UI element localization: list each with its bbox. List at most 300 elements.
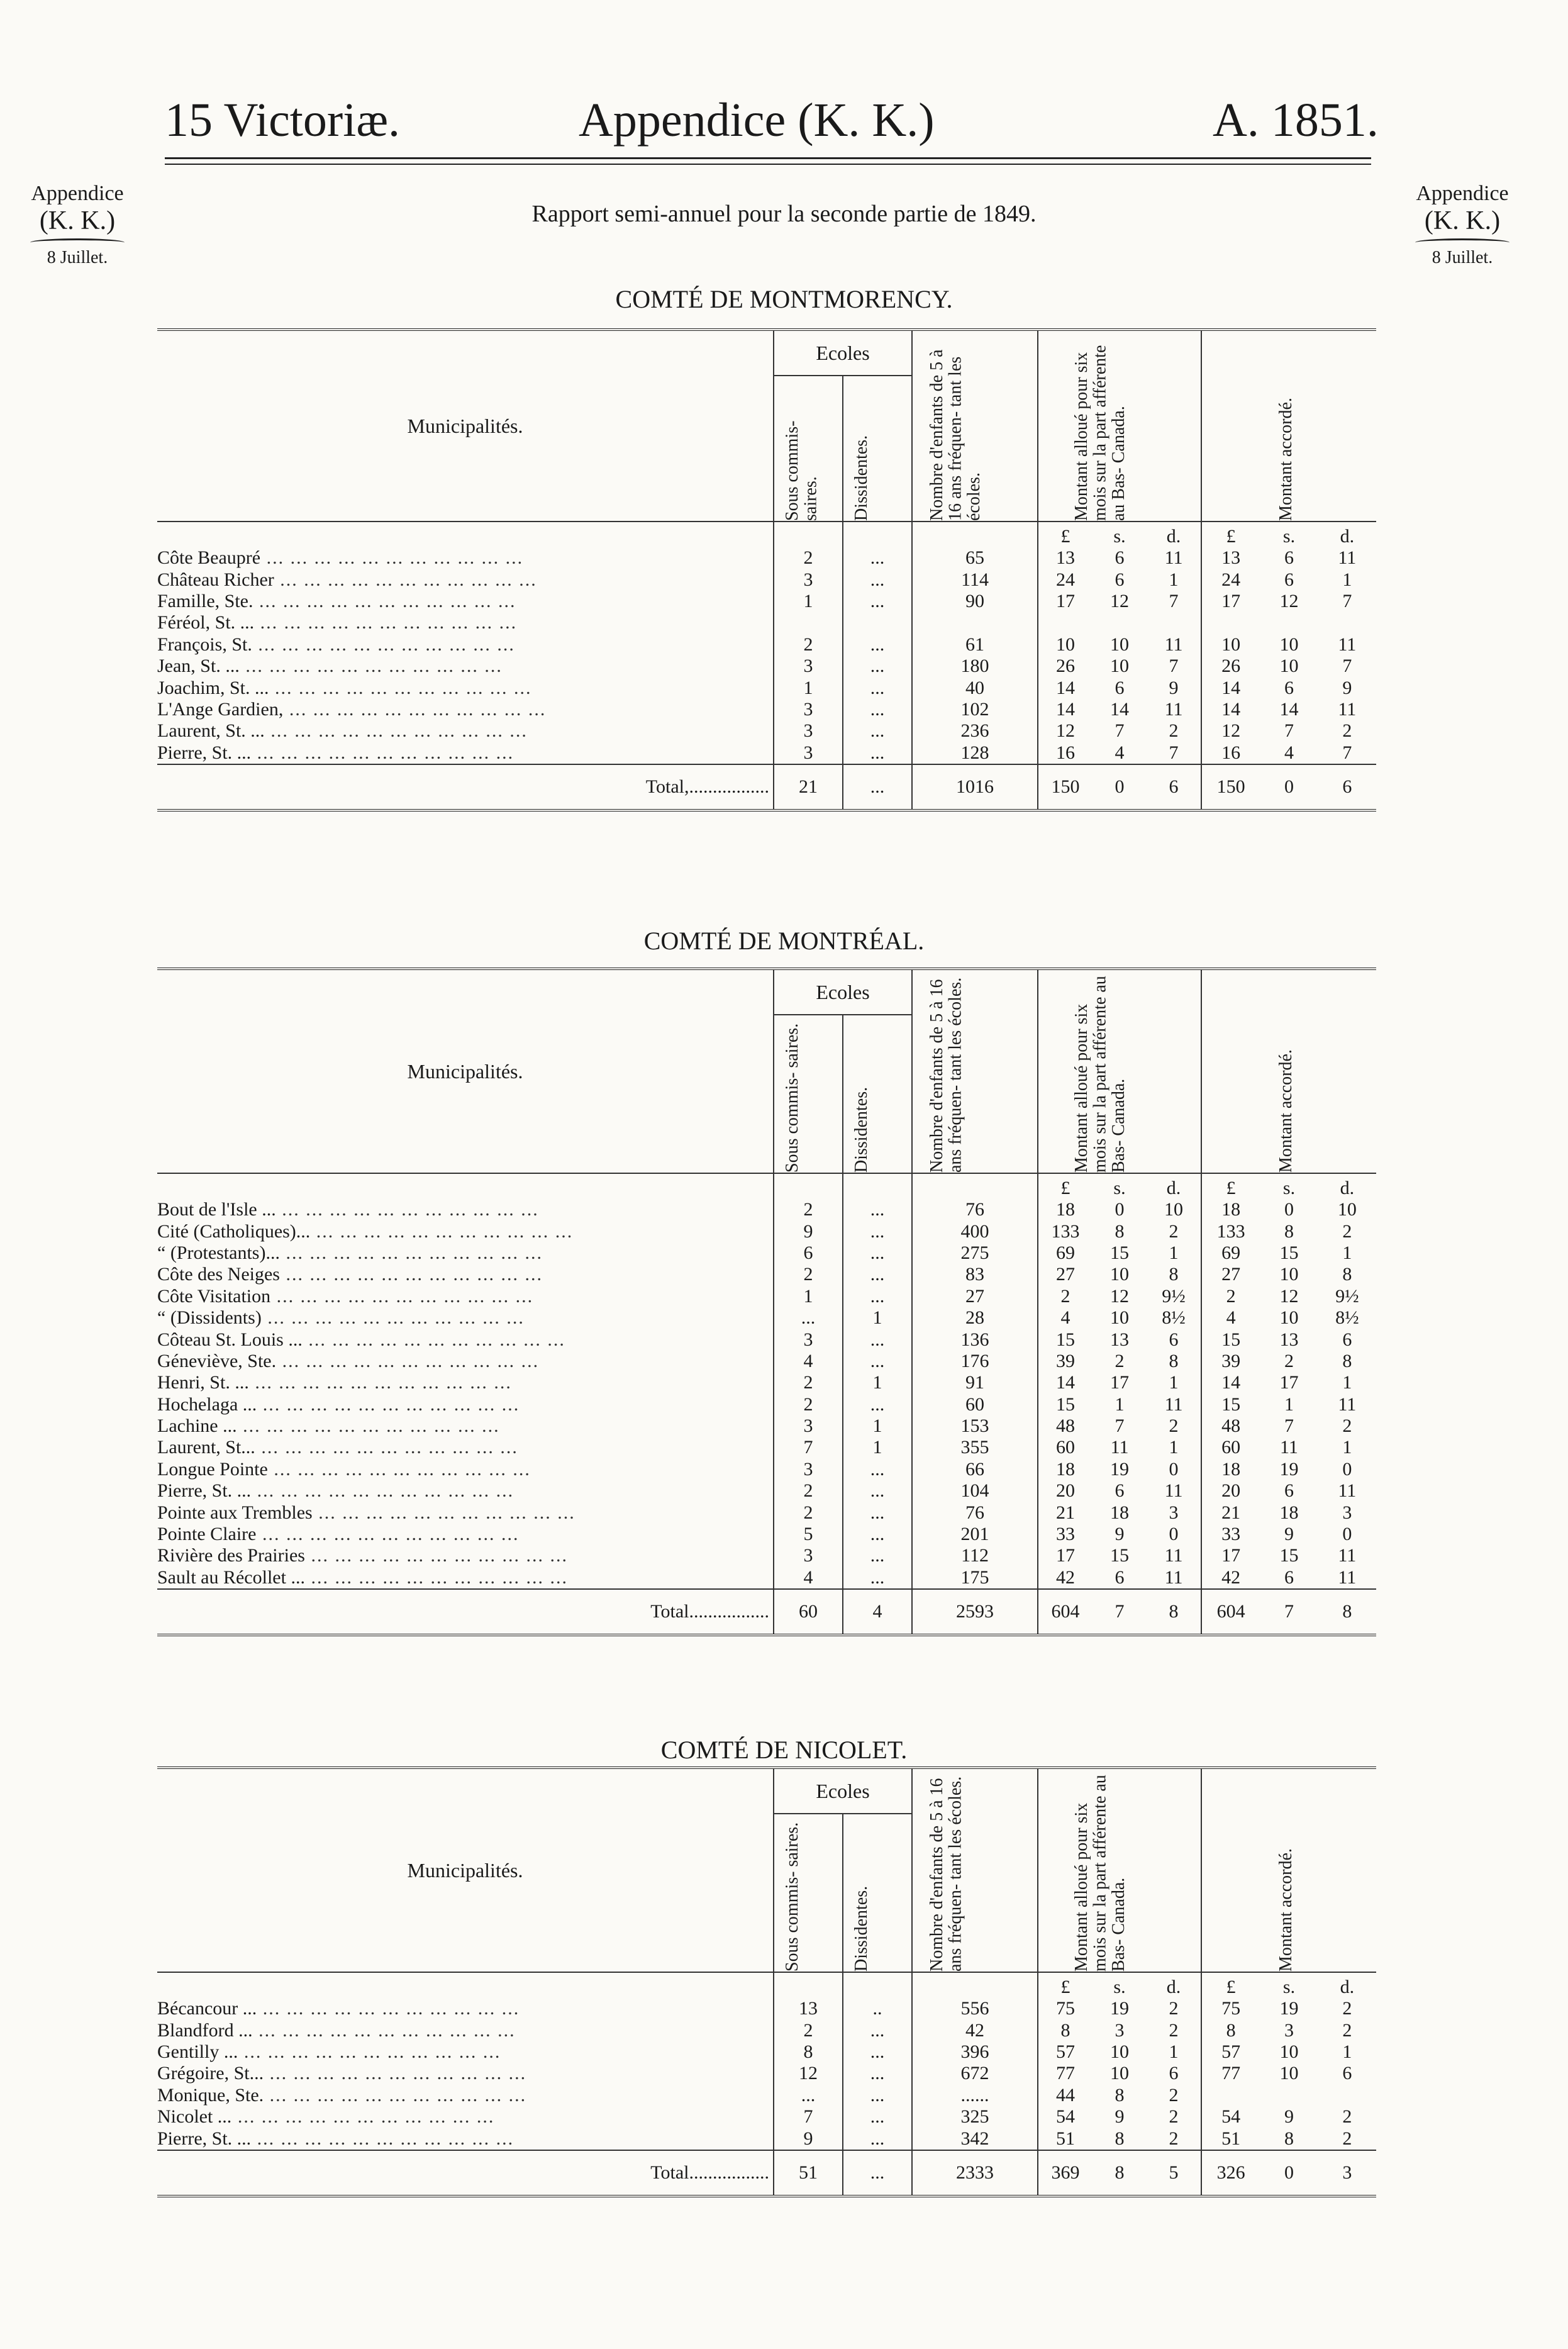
dissidentes-value: ... <box>843 1199 912 1220</box>
alloue-pence: 3 <box>1169 1502 1179 1523</box>
alloue-pounds: 33 <box>1056 1524 1076 1545</box>
total-alloue-shillings: 7 <box>1115 1601 1125 1622</box>
accorde-pounds: 14 <box>1221 677 1241 698</box>
accorde-pence: 8 <box>1342 1350 1352 1371</box>
accorde-pounds: 18 <box>1221 1199 1241 1220</box>
alloue-shillings: 6 <box>1115 677 1125 698</box>
leader-dots: ... ... ... ... ... ... ... ... ... ... ... <box>260 547 524 569</box>
margin-brace <box>1415 238 1510 247</box>
municipality-name-cell <box>157 591 774 612</box>
sous-commissaires-value: 2 <box>774 1394 843 1415</box>
montant-accorde-value <box>1202 1415 1376 1437</box>
leader-dots: ... ... ... ... ... ... ... ... ... ... ... <box>236 1415 500 1437</box>
alloue-shillings: 7 <box>1115 1415 1125 1437</box>
municipality-name-cell <box>157 1567 774 1589</box>
municipality-name: Château Richer <box>157 569 274 590</box>
table-row <box>157 1415 1376 1437</box>
montant-accorde-value <box>1202 2041 1376 2063</box>
alloue-shillings: 15 <box>1110 1545 1130 1566</box>
enfants-value: 176 <box>912 1351 1038 1372</box>
montant-accorde-value <box>1202 1242 1376 1264</box>
alloue-pence: 8 <box>1169 1264 1179 1285</box>
alloue-pounds: 27 <box>1056 1264 1076 1285</box>
enfants-value: 400 <box>912 1220 1038 1242</box>
enfants-value: 83 <box>912 1264 1038 1285</box>
sous-commissaires-value: 7 <box>774 2106 843 2128</box>
total-enfants: 2333 <box>912 2150 1038 2196</box>
dissidentes-value: ... <box>843 1502 912 1523</box>
sous-commissaires-value: 3 <box>774 1329 843 1350</box>
sous-commissaires-value: 9 <box>774 2128 843 2150</box>
table-row <box>157 612 1376 633</box>
alloue-pounds: 15 <box>1056 1393 1076 1415</box>
pence-unit-label: d. <box>1340 1178 1355 1198</box>
margin-appendix-code: (K. K.) <box>1424 206 1501 236</box>
alloue-shillings: 10 <box>1110 633 1130 655</box>
accorde-pounds: 75 <box>1221 1998 1241 2019</box>
margin-appendix-code: (K. K.) <box>39 206 116 236</box>
dissidentes-value: ... <box>843 547 912 569</box>
dissidentes-value: ... <box>843 1480 912 1502</box>
sous-commissaires-value: 3 <box>774 1415 843 1437</box>
accorde-shillings: 7 <box>1284 1415 1294 1437</box>
montant-alloue-header-text: Montant alloué pour six mois sur la part afférente au Bas- Canada. <box>1072 345 1128 521</box>
dissidentes-value: ... <box>843 2041 912 2063</box>
nombre-enfants-header-text: Nombre d'enfants de 5 à 16 ans fréquen- tant les écoles. <box>927 1776 965 1972</box>
accorde-pence: 1 <box>1342 1437 1352 1458</box>
montant-alloue-value <box>1038 1351 1201 1372</box>
sous-commissaires-value: 8 <box>774 2041 843 2063</box>
alloue-pence: 8½ <box>1162 1307 1186 1329</box>
municipality-name: Famille, Ste. <box>157 590 253 611</box>
leader-dots: ... ... ... ... ... ... ... ... ... ... ... <box>253 590 516 611</box>
alloue-pence: 2 <box>1169 2084 1179 2106</box>
montant-accorde-value <box>1202 1998 1376 2019</box>
municipality-name-cell <box>157 612 774 633</box>
municipality-name-cell <box>157 1286 774 1307</box>
enfants-value: 275 <box>912 1242 1038 1264</box>
montant-accorde-header-text: Montant accordé. <box>1276 1049 1296 1173</box>
montant-alloue-units <box>1038 1178 1201 1199</box>
pence-unit-label: d. <box>1166 1977 1181 1997</box>
table-row <box>157 1242 1376 1264</box>
alloue-pounds: 20 <box>1056 1480 1076 1502</box>
alloue-pounds: 4 <box>1060 1307 1070 1329</box>
montant-alloue-units <box>1038 1977 1201 1998</box>
montant-alloue-header-text: Montant alloué pour six mois sur la part afférente au Bas- Canada. <box>1072 1775 1128 1972</box>
alloue-shillings: 1 <box>1115 1393 1125 1415</box>
accorde-pence: 11 <box>1338 1480 1357 1502</box>
dissidentes-value: ... <box>843 1242 912 1264</box>
table-row <box>157 1220 1376 1242</box>
dissidentes-value: ... <box>843 1459 912 1480</box>
municipality-name-cell <box>157 569 774 590</box>
alloue-pence: 1 <box>1169 1372 1179 1393</box>
leader-dots: ... ... ... ... ... ... ... ... ... ... ... <box>304 1566 568 1588</box>
pence-unit-label: d. <box>1340 1977 1355 1997</box>
alloue-pence: 0 <box>1169 1458 1179 1480</box>
montant-accorde-value <box>1202 1307 1376 1329</box>
section-title: COMTÉ DE MONTRÉAL. <box>643 927 925 955</box>
municipality-name: Féréol, St. ... <box>157 612 255 633</box>
leader-dots: ... ... ... ... ... ... ... ... ... ... ... <box>283 698 547 720</box>
montant-alloue-value <box>1038 569 1201 591</box>
accorde-pence: 1 <box>1342 1242 1352 1263</box>
montant-accorde-value <box>1202 2020 1376 2041</box>
leader-dots: ... ... ... ... ... ... ... ... ... ... ... <box>239 656 503 677</box>
dissidentes-header <box>843 1015 912 1173</box>
accorde-shillings: 17 <box>1279 1372 1299 1393</box>
municipality-name-cell <box>157 2106 774 2128</box>
total-montant-accorde <box>1202 2162 1376 2184</box>
margin-date: 8 Juillet. <box>1432 248 1493 268</box>
accorde-pounds: 15 <box>1221 1329 1241 1350</box>
leader-dots: ... ... ... ... ... ... ... ... ... ... ... <box>255 1437 518 1458</box>
accorde-shillings: 9 <box>1284 1524 1294 1545</box>
accorde-pounds: 15 <box>1221 1393 1241 1415</box>
sous-commissaires-header-text: Sous commis- saires. <box>782 1822 802 1972</box>
margin-brace <box>30 238 125 247</box>
total-alloue-pence: 8 <box>1169 1601 1179 1622</box>
table-row <box>157 634 1376 656</box>
alloue-pence: 6 <box>1169 2063 1179 2084</box>
total-enfants: 2593 <box>912 1589 1038 1635</box>
alloue-shillings: 19 <box>1110 1458 1130 1480</box>
montant-accorde-units <box>1202 1178 1376 1199</box>
montant-accorde-value <box>1202 1329 1376 1351</box>
municipality-name: Nicolet ... <box>157 2106 232 2128</box>
accorde-pence: 9½ <box>1335 1285 1359 1307</box>
leader-dots: ... ... ... ... ... ... ... ... ... ... ... <box>312 1502 575 1523</box>
total-row <box>157 1589 1376 1635</box>
alloue-pounds: 2 <box>1060 1285 1070 1307</box>
montant-alloue-value <box>1038 1286 1201 1307</box>
enfants-value: 40 <box>912 677 1038 698</box>
nombre-enfants-header <box>912 969 1038 1173</box>
alloue-shillings: 6 <box>1115 1566 1125 1588</box>
sous-commissaires-value: 3 <box>774 569 843 590</box>
municipality-name-cell <box>157 1264 774 1285</box>
municipality-name: “ (Dissidents) <box>157 1307 262 1329</box>
sous-commissaires-header <box>774 1015 843 1173</box>
municipality-name: Cité (Catholiques)... <box>157 1220 311 1242</box>
sous-commissaires-header <box>774 376 843 522</box>
nombre-enfants-header-text: Nombre d'enfants de 5 à 16 ans fréquen- tant les écoles. <box>927 977 965 1173</box>
dissidentes-value: .. <box>843 1998 912 2019</box>
table-row <box>157 656 1376 677</box>
montant-alloue-value <box>1038 2020 1201 2041</box>
alloue-pounds: 13 <box>1056 547 1076 569</box>
accorde-pounds: 26 <box>1221 656 1241 677</box>
alloue-shillings: 19 <box>1110 1998 1130 2019</box>
nombre-enfants-header <box>912 330 1038 522</box>
header-rule-thin <box>165 164 1371 165</box>
montant-alloue-value <box>1038 1242 1201 1264</box>
montant-alloue-value <box>1038 2041 1201 2063</box>
montant-accorde-units <box>1202 526 1376 547</box>
enfants-value: 76 <box>912 1502 1038 1523</box>
municipality-name: François, St. <box>157 633 252 655</box>
municipality-name-cell <box>157 677 774 698</box>
accorde-pence: 10 <box>1337 1199 1357 1220</box>
running-head-appendix: Appendice (K. K.) <box>579 94 935 147</box>
municipality-name: Gentilly ... <box>157 2041 238 2062</box>
accorde-pounds: 8 <box>1226 2019 1236 2041</box>
leader-dots: ... ... ... ... ... ... ... ... ... ... ... <box>238 2041 501 2062</box>
montant-alloue-value <box>1038 1221 1201 1242</box>
montant-alloue-header <box>1038 330 1201 522</box>
accorde-pounds: 20 <box>1221 1480 1241 1502</box>
montant-accorde-value <box>1202 1524 1376 1545</box>
alloue-pounds: 10 <box>1056 633 1076 655</box>
accorde-pence: 11 <box>1338 698 1357 720</box>
municipality-name-cell <box>157 2128 774 2150</box>
montant-accorde-value <box>1202 678 1376 699</box>
montant-alloue-value <box>1038 1372 1201 1393</box>
table-row <box>157 720 1376 742</box>
municipality-name-cell <box>157 1437 774 1458</box>
accorde-pounds: 42 <box>1221 1566 1241 1588</box>
alloue-pence: 11 <box>1164 1393 1183 1415</box>
municipality-name-cell <box>157 1242 774 1264</box>
leader-dots: ... ... ... ... ... ... ... ... ... ... ... <box>251 742 514 763</box>
municipality-name-cell <box>157 1415 774 1437</box>
total-accorde-pounds: 604 <box>1216 1601 1245 1622</box>
municipalites-header: Municipalités. <box>157 330 774 522</box>
accorde-pounds: 14 <box>1221 698 1241 720</box>
leader-dots: ... ... ... ... ... ... ... ... ... ... ... <box>302 1329 565 1350</box>
sous-commissaires-value: 1 <box>774 591 843 612</box>
leader-dots: ... ... ... ... ... ... ... ... ... ... ... <box>269 677 532 698</box>
municipality-name: Grégoire, St... <box>157 2063 264 2084</box>
municipality-name-cell <box>157 2019 774 2041</box>
municipality-name: Côteau St. Louis ... <box>157 1329 303 1350</box>
accorde-shillings: 10 <box>1279 633 1299 655</box>
table-row <box>157 2019 1376 2041</box>
alloue-pounds: 42 <box>1056 1566 1076 1588</box>
total-label: Total................. <box>157 2150 774 2196</box>
alloue-shillings: 8 <box>1115 2128 1125 2149</box>
total-montant-accorde <box>1202 776 1376 798</box>
dissidentes-value: ... <box>843 1264 912 1285</box>
alloue-pence: 2 <box>1169 2106 1179 2128</box>
accorde-pounds: 17 <box>1221 1545 1241 1566</box>
municipality-name-cell <box>157 2063 774 2084</box>
alloue-pounds: 39 <box>1056 1350 1076 1371</box>
accorde-shillings: 14 <box>1279 698 1299 720</box>
montant-alloue-value <box>1038 742 1201 764</box>
accorde-pounds: 13 <box>1221 547 1241 569</box>
accorde-shillings: 15 <box>1279 1545 1299 1566</box>
montant-alloue-value <box>1038 547 1201 569</box>
sous-commissaires-value: 6 <box>774 1242 843 1264</box>
dissidentes-value: ... <box>843 656 912 677</box>
leader-dots: ... ... ... ... ... ... ... ... ... ... ... <box>256 1524 520 1545</box>
enfants-value: 66 <box>912 1459 1038 1480</box>
municipality-name: Rivière des Prairies <box>157 1545 305 1566</box>
table-row <box>157 677 1376 698</box>
total-montant-alloue <box>1038 2162 1201 2184</box>
county-table <box>157 1766 1376 2197</box>
montant-alloue-value <box>1038 2085 1201 2106</box>
municipality-name-cell <box>157 1199 774 1220</box>
alloue-shillings: 0 <box>1115 1199 1125 1220</box>
leader-dots: ... ... ... ... ... ... ... ... ... ... ... <box>279 1264 543 1285</box>
alloue-pence: 1 <box>1169 1437 1179 1458</box>
alloue-pounds: 21 <box>1056 1502 1076 1523</box>
alloue-pounds: 51 <box>1056 2128 1076 2149</box>
enfants-value: 672 <box>912 2063 1038 2084</box>
alloue-pounds: 14 <box>1056 698 1076 720</box>
dissidentes-header-text: Dissidentes. <box>852 1885 871 1972</box>
dissidentes-value: ... <box>843 1545 912 1566</box>
sous-commissaires-header-text: Sous commis- saires. <box>782 1023 802 1173</box>
montant-accorde-header <box>1201 330 1376 522</box>
sous-commissaires-value: 4 <box>774 1567 843 1589</box>
margin-date: 8 Juillet. <box>47 248 108 268</box>
dissidentes-value: ... <box>843 1567 912 1589</box>
accorde-shillings: 12 <box>1279 590 1299 611</box>
nombre-enfants-header <box>912 1768 1038 1972</box>
leader-dots: ... ... ... ... ... ... ... ... ... ... ... <box>231 2106 495 2128</box>
montant-alloue-value <box>1038 1502 1201 1524</box>
municipality-name-cell <box>157 634 774 656</box>
total-alloue-pounds: 150 <box>1051 776 1080 797</box>
municipality-name-cell <box>157 699 774 720</box>
total-montant-alloue <box>1038 776 1201 798</box>
sous-commissaires-value: ... <box>774 1307 843 1329</box>
table-row <box>157 2041 1376 2063</box>
alloue-pence: 2 <box>1169 2128 1179 2149</box>
montant-accorde-value <box>1202 1264 1376 1285</box>
montant-accorde-value <box>1202 656 1376 677</box>
alloue-pence: 7 <box>1169 656 1179 677</box>
table-row <box>157 1502 1376 1523</box>
alloue-pence: 11 <box>1164 1566 1183 1588</box>
montant-alloue-value <box>1038 656 1201 677</box>
table-row <box>157 1351 1376 1372</box>
total-montant-accorde <box>1202 1601 1376 1622</box>
municipality-name-cell <box>157 1220 774 1242</box>
alloue-shillings: 6 <box>1115 547 1125 569</box>
total-row <box>157 764 1376 810</box>
enfants-value: 27 <box>912 1286 1038 1307</box>
total-montant-alloue <box>1038 1601 1201 1622</box>
montant-alloue-value <box>1038 720 1201 742</box>
leader-dots: ... ... ... ... ... ... ... ... ... ... ... <box>274 569 537 590</box>
montant-alloue-header <box>1038 1768 1201 1972</box>
accorde-pounds: 39 <box>1221 1350 1241 1371</box>
montant-accorde-value <box>1202 1459 1376 1480</box>
dissidentes-value: 1 <box>843 1372 912 1393</box>
accorde-pounds: 60 <box>1221 1437 1241 1458</box>
municipality-name: Pointe Claire <box>157 1524 257 1545</box>
alloue-pounds: 24 <box>1056 569 1076 590</box>
alloue-pounds: 77 <box>1056 2063 1076 2084</box>
municipality-name-cell <box>157 1998 774 2019</box>
accorde-shillings: 0 <box>1284 1199 1294 1220</box>
enfants-value: 180 <box>912 656 1038 677</box>
dissidentes-value: ... <box>843 591 912 612</box>
enfants-value: 114 <box>912 569 1038 590</box>
alloue-pence: 2 <box>1169 1415 1179 1437</box>
sous-commissaires-value: 12 <box>774 2063 843 2084</box>
total-alloue-pounds: 369 <box>1051 2162 1080 2183</box>
leader-dots: ... ... ... ... ... ... ... ... ... ... ... <box>254 612 518 633</box>
total-accorde-pence: 6 <box>1342 776 1352 797</box>
enfants-value: 28 <box>912 1307 1038 1329</box>
dissidentes-header-text: Dissidentes. <box>852 435 871 521</box>
municipalites-header: Municipalités. <box>157 969 774 1173</box>
enfants-value: ...... <box>912 2085 1038 2106</box>
montant-accorde-value <box>1202 1199 1376 1220</box>
alloue-pounds: 18 <box>1056 1458 1076 1480</box>
table-row <box>157 699 1376 720</box>
sous-commissaires-value: 1 <box>774 677 843 698</box>
dissidentes-value: 1 <box>843 1415 912 1437</box>
sous-commissaires-value: 3 <box>774 1459 843 1480</box>
dissidentes-value: ... <box>843 2085 912 2106</box>
alloue-pounds: 48 <box>1056 1415 1076 1437</box>
municipality-name: L'Ange Gardien, <box>157 698 284 720</box>
table-row <box>157 1437 1376 1458</box>
montant-alloue-value <box>1038 2128 1201 2150</box>
section-title: COMTÉ DE NICOLET. <box>660 1736 908 1764</box>
total-label: Total,................. <box>157 764 774 810</box>
dissidentes-header <box>843 376 912 522</box>
total-accorde-shillings: 7 <box>1284 1601 1294 1622</box>
accorde-pence: 9 <box>1342 677 1352 698</box>
montant-alloue-value <box>1038 1567 1201 1588</box>
montant-alloue-value <box>1038 591 1201 612</box>
dissidentes-value: ... <box>843 2128 912 2150</box>
sous-commissaires-value: 3 <box>774 1545 843 1566</box>
alloue-pence: 11 <box>1164 1545 1183 1566</box>
sous-commissaires-value: 2 <box>774 1199 843 1220</box>
montant-alloue-value <box>1038 1545 1201 1566</box>
alloue-pounds: 57 <box>1056 2041 1076 2062</box>
municipality-name-cell <box>157 1307 774 1329</box>
enfants-value: 128 <box>912 742 1038 764</box>
total-row <box>157 2150 1376 2196</box>
leader-dots: ... ... ... ... ... ... ... ... ... ... ... <box>251 1480 514 1502</box>
accorde-pounds: 54 <box>1221 2106 1241 2128</box>
accorde-pence: 11 <box>1338 1566 1357 1588</box>
table-row <box>157 569 1376 590</box>
accorde-shillings: 12 <box>1279 1285 1299 1307</box>
table-row <box>157 1524 1376 1545</box>
dissidentes-value: ... <box>843 677 912 698</box>
accorde-pence: 3 <box>1342 1502 1352 1523</box>
municipality-name: Laurent, St... <box>157 1437 255 1458</box>
accorde-pounds: 51 <box>1221 2128 1241 2149</box>
alloue-pence: 2 <box>1169 720 1179 742</box>
alloue-pence: 7 <box>1169 742 1179 763</box>
enfants-value <box>912 612 1038 633</box>
alloue-pence: 11 <box>1164 698 1183 720</box>
sous-commissaires-value: ... <box>774 2085 843 2106</box>
accorde-pence: 1 <box>1342 1372 1352 1393</box>
montant-alloue-value <box>1038 1437 1201 1458</box>
shilling-unit-label: s. <box>1282 526 1296 547</box>
municipality-name-cell <box>157 1459 774 1480</box>
shilling-unit-label: s. <box>1113 1977 1126 1997</box>
table-row <box>157 1329 1376 1350</box>
table-row <box>157 2128 1376 2150</box>
accorde-shillings: 18 <box>1279 1502 1299 1523</box>
accorde-shillings: 1 <box>1284 1393 1294 1415</box>
montant-alloue-value <box>1038 699 1201 720</box>
